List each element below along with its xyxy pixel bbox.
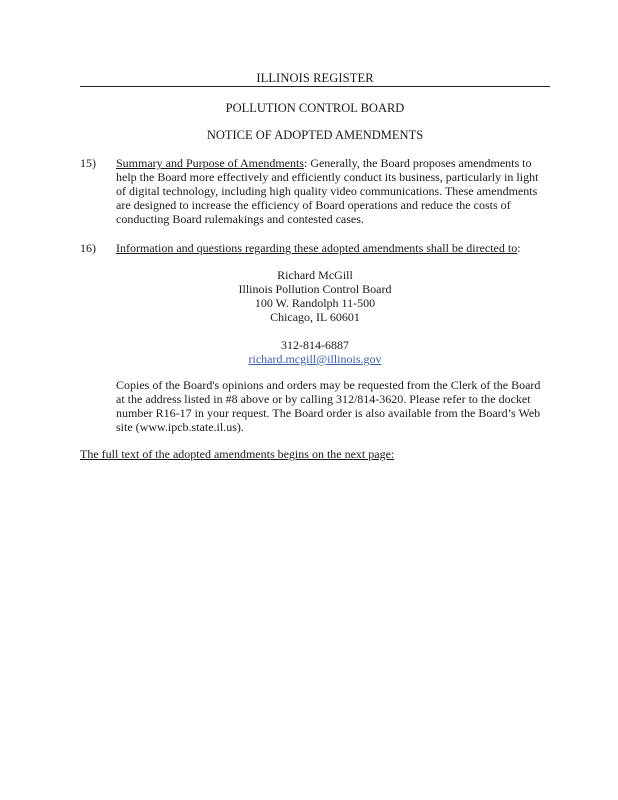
section-body — [116, 241, 548, 255]
header-divider — [80, 86, 550, 87]
section-body — [116, 156, 548, 226]
section-number: 16) — [80, 241, 96, 255]
notice-title: NOTICE OF ADOPTED AMENDMENTS — [206, 128, 424, 142]
register-title: ILLINOIS REGISTER — [256, 71, 374, 85]
full-text-note: The full text of the adopted amendments begins on the next page: — [80, 447, 395, 461]
section-heading: Information and questions regarding these adopted amendments shall be directed to — [116, 241, 518, 255]
copies-paragraph: Copies of the Board's opinions and orders may be requested from the Clerk of the Board at the address listed in #8 above or by calling 312/814-3620. Please refer to the docket number R16-17 in your request. The Board order is also available from the Board’s Web site (www.ipcb.state.il.us). — [116, 378, 541, 434]
section-number: 15) — [80, 156, 96, 170]
contact-organization: Illinois Pollution Control Board — [238, 282, 392, 296]
contact-city: Chicago, IL 60601 — [270, 310, 360, 324]
contact-name: Richard McGill — [277, 268, 353, 282]
section-heading: Summary and Purpose of Amendments — [116, 156, 304, 170]
contact-email — [80, 352, 550, 366]
section-text: : Generally, the Board proposes amendments to help the Board more effectively and efficiently conduct its business, particularly in light of digital technology, including high quality video communications. These amendments are designed to increase the efficiency of Board operations and reduce the costs of conducting Board rulemakings and contested cases. — [116, 156, 539, 226]
email-link[interactable]: richard.mcgill@illinois.gov — [248, 352, 382, 366]
contact-street: 100 W. Randolph 11-500 — [254, 296, 376, 310]
board-name: POLLUTION CONTROL BOARD — [225, 101, 405, 115]
section-text: : — [517, 241, 521, 255]
contact-phone: 312-814-6887 — [281, 338, 349, 352]
